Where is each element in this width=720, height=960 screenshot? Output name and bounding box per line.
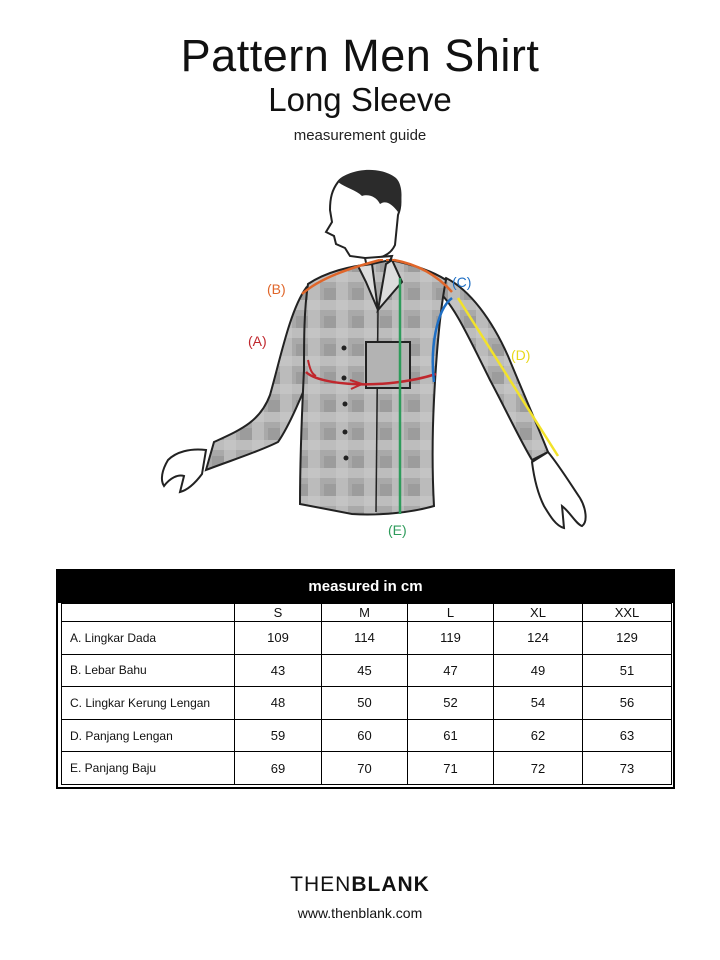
page-title: Pattern Men Shirt bbox=[180, 30, 540, 81]
brand-part-blank: BLANK bbox=[351, 873, 430, 896]
cell: 54 bbox=[494, 687, 583, 720]
cell: 69 bbox=[235, 752, 322, 785]
brand-part-then: THEN bbox=[290, 873, 352, 896]
table-row bbox=[62, 752, 672, 785]
table-row bbox=[62, 654, 672, 687]
header-row bbox=[62, 604, 672, 622]
header-blank bbox=[62, 604, 235, 622]
label-d: (D) bbox=[511, 347, 531, 363]
size-table bbox=[56, 569, 675, 789]
table-row bbox=[62, 622, 672, 655]
cell: 114 bbox=[322, 622, 408, 655]
row-label: A. Lingkar Dada bbox=[62, 622, 235, 655]
table-row bbox=[62, 719, 672, 752]
cell: 60 bbox=[322, 719, 408, 752]
header-xl: XL bbox=[494, 604, 583, 622]
cell: 62 bbox=[494, 719, 583, 752]
cell: 124 bbox=[494, 622, 583, 655]
cell: 45 bbox=[322, 654, 408, 687]
cell: 56 bbox=[583, 687, 672, 720]
cell: 129 bbox=[583, 622, 672, 655]
cell: 49 bbox=[494, 654, 583, 687]
website-link[interactable]: www.thenblank.com bbox=[297, 905, 423, 921]
guide-caption: measurement guide bbox=[293, 127, 427, 144]
header-l: L bbox=[408, 604, 494, 622]
table-row bbox=[62, 687, 672, 720]
row-label: C. Lingkar Kerung Lengan bbox=[62, 687, 235, 720]
label-b: (B) bbox=[267, 281, 286, 297]
cell: 119 bbox=[408, 622, 494, 655]
header-m: M bbox=[322, 604, 408, 622]
row-label: B. Lebar Bahu bbox=[62, 654, 235, 687]
cell: 50 bbox=[322, 687, 408, 720]
header-xxl: XXL bbox=[583, 604, 672, 622]
right-hand-icon bbox=[532, 452, 586, 528]
label-a: (A) bbox=[248, 333, 267, 349]
shirt-figure bbox=[140, 160, 600, 550]
cell: 72 bbox=[494, 752, 583, 785]
row-label: D. Panjang Lengan bbox=[62, 719, 235, 752]
size-grid bbox=[61, 603, 672, 785]
cell: 73 bbox=[583, 752, 672, 785]
right-sleeve bbox=[436, 278, 548, 460]
cell: 52 bbox=[408, 687, 494, 720]
label-e: (E) bbox=[388, 522, 407, 538]
row-label: E. Panjang Baju bbox=[62, 752, 235, 785]
cell: 61 bbox=[408, 719, 494, 752]
label-c: (C) bbox=[452, 274, 472, 290]
left-hand-icon bbox=[162, 449, 206, 492]
cell: 47 bbox=[408, 654, 494, 687]
page-subtitle: Long Sleeve bbox=[268, 81, 452, 118]
cell: 71 bbox=[408, 752, 494, 785]
cell: 70 bbox=[322, 752, 408, 785]
brand-logo bbox=[0, 873, 720, 897]
cell: 109 bbox=[235, 622, 322, 655]
cell: 48 bbox=[235, 687, 322, 720]
table-caption: measured in cm bbox=[58, 571, 673, 603]
shirt-illustration bbox=[140, 160, 600, 550]
cell: 51 bbox=[583, 654, 672, 687]
cell: 59 bbox=[235, 719, 322, 752]
cell: 63 bbox=[583, 719, 672, 752]
cell: 43 bbox=[235, 654, 322, 687]
header-s: S bbox=[235, 604, 322, 622]
